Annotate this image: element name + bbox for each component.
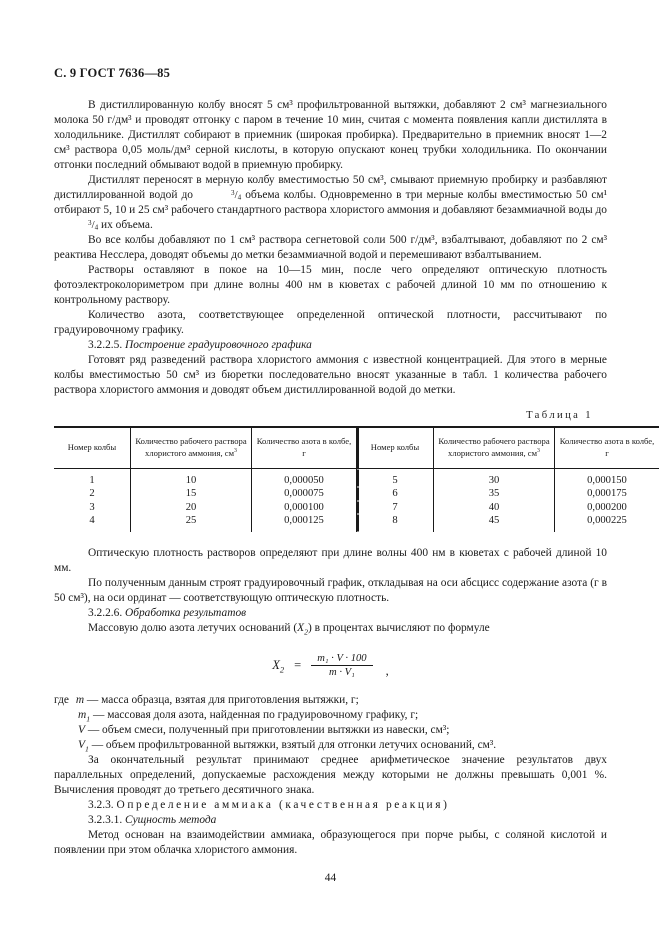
cell-solution-volume: 35	[434, 487, 555, 500]
formula-trailing-comma: ,	[385, 664, 389, 679]
paragraph-9	[54, 621, 607, 636]
paragraph-3: Во все колбы добавляют по 1 см³ раствора сегнетовой соли 500 г/дм³, взбалтывают, добавляют по 2 см³ реактива Несслера, доводят объемы до метки безаммиачной водой и перемешивают взбалтыванием.	[54, 234, 607, 261]
table-row	[54, 487, 659, 500]
section-title: Обработка результатов	[125, 607, 247, 620]
fraction-three-quarters-2: $^3/_4$	[88, 219, 99, 232]
table-caption: Таблица 1	[526, 410, 593, 421]
definition-m1	[54, 708, 607, 723]
cell-flask-number: 2	[54, 487, 131, 500]
section-title: Построение градуировочного графика	[125, 339, 312, 351]
cell-solution-volume: 30	[434, 469, 555, 488]
formula-expression	[272, 652, 388, 679]
paragraph-2-part-a: Дистиллят переносят в мерную колбу вместимостью 50 см³, смывают приемную пробирку и разбавляют дистиллированной водой до	[54, 174, 607, 201]
cell-flask-number: 1	[54, 469, 131, 488]
definition-symbol: $V_1$	[78, 739, 89, 754]
header-nitrogen-mass-left: Количество азота в колбе, г	[252, 427, 357, 469]
cell-flask-number: 8	[357, 514, 434, 532]
formula-lhs: $X_2$	[272, 658, 285, 675]
section-number: 3.2.2.6.	[88, 607, 123, 620]
cell-solution-volume: 45	[434, 514, 555, 532]
calibration-table	[54, 426, 659, 532]
cell-flask-number: 3	[54, 501, 131, 514]
section-heading-3-2-3	[54, 798, 607, 813]
cell-nitrogen-mass: 0,000225	[587, 514, 627, 526]
header-flask-number-left: Номер колбы	[54, 427, 131, 469]
definitions-intro: где	[54, 694, 69, 707]
section-title: Определение аммиака (качественная реакция)	[116, 799, 450, 812]
paragraph-8: По полученным данным строят градуировочный график, откладывая на оси абсцисс содержание азота (г в 50 см³), на оси ординат — соответствующую оптическую плотность.	[54, 577, 607, 605]
page-number: 44	[324, 872, 337, 884]
paragraph-2-part-b: объема колбы. Одновременно в три мерные колбы вместимостью 50 см¹ отбирают 5, 10 и 25 см³ рабочего стандартного раствора хлористого аммония и добавляют безаммиачной воды до	[54, 189, 607, 216]
cell-solution-volume: 40	[434, 501, 555, 514]
definition-symbol: V	[78, 724, 85, 737]
cell-nitrogen-mass: 0,000150	[587, 475, 627, 486]
paragraph-5: Количество азота, соответствующее определенной оптической плотности, рассчитывают по градуировочному графику.	[54, 309, 607, 336]
table-body	[54, 469, 659, 533]
definition-v	[54, 723, 607, 738]
formula-equals: =	[294, 658, 302, 673]
definition-symbol: m	[75, 694, 85, 707]
paragraph-2-part-c: их объема.	[98, 219, 153, 231]
section-heading-3-2-3-1	[54, 813, 607, 828]
paragraph-7: Оптическую плотность растворов определяют при длине волны 400 нм в кюветах с рабочей длиной 10 мм.	[54, 547, 607, 575]
header-flask-number-right: Номер колбы	[357, 427, 434, 469]
paragraph-4: Растворы оставляют в покое на 10—15 мин, после чего определяют оптическую плотность фотоэлектроколориметром при длине волны 400 нм в кюветах с рабочей длиной 10 мм по отношению к контрольному раствору.	[54, 264, 607, 306]
definition-text: — массовая доля азота, найденная по градуировочному графику, г;	[90, 709, 419, 722]
document-body	[54, 98, 655, 858]
table-row	[54, 501, 659, 514]
variable-definitions	[54, 693, 607, 753]
cell-flask-number: 4	[54, 514, 131, 532]
paragraph-9-part-a: Массовую долю азота летучих оснований (	[88, 622, 298, 635]
cell-nitrogen-mass: 0,000175	[587, 488, 627, 500]
page-header: С. 9 ГОСТ 7636—85	[54, 66, 171, 80]
cell-flask-number: 7	[357, 501, 434, 514]
table-row	[54, 469, 659, 488]
definition-v1	[54, 738, 607, 753]
paragraph-2	[54, 173, 607, 233]
header-solution-volume-right: Количество рабочего раствора хлористого аммония, $см^3$	[434, 427, 555, 469]
cell-solution-volume: 15	[131, 487, 252, 500]
paragraph-1: В дистиллированную колбу вносят 5 см³ профильтрованной вытяжки, добавляют 2 см³ магнезиального молока 50 г/дм³ и проводят отгонку с паром в течение 10 мин, считая с момента появления капли дистиллята в холодильнике. Дистиллят собирают в приемник (широкая пробирка). Предварительно в приемник вносят 1—2 см³ раствора 0,05 моль/дм³ серной кислоты, в которую опускают конец трубки холодильника. По окончании отгонки последний обмывают водой в приемную пробирку.	[54, 99, 607, 171]
paragraph-10: За окончательный результат принимают среднее арифметическое значение результатов двух параллельных определений, допускаемые расхождения между которыми не должны превышать 0,001 %. Вычисления проводят до третьего десятичного знака.	[54, 754, 607, 797]
cell-nitrogen-mass: 0,000200	[587, 501, 627, 513]
table-head	[54, 427, 659, 469]
cell-nitrogen-mass: 0,000075	[252, 487, 357, 500]
definition-text: — объем профильтрованной вытяжки, взятый для отгонки летучих оснований, см³.	[88, 739, 497, 752]
cell-nitrogen-mass: 0,000100	[252, 501, 357, 514]
formula-numerator: m₁ · V · 100	[317, 653, 367, 665]
definition-text: — масса образца, взятая для приготовления вытяжки, г;	[84, 694, 359, 707]
section-number: 3.2.2.5.	[88, 339, 123, 351]
variable-x2-inline: $X_2$	[297, 622, 308, 637]
header-solution-volume-left: Количество рабочего раствора хлористого аммония, $см^3$	[131, 427, 252, 469]
section-heading-3-2-2-5	[54, 338, 607, 353]
cell-flask-number: 6	[357, 487, 434, 500]
section-heading-3-2-2-6	[54, 606, 607, 621]
table-header-row	[54, 427, 659, 469]
formula-fraction	[311, 652, 372, 679]
formula-x2	[54, 652, 607, 679]
cell-nitrogen-mass: 0,000050	[252, 469, 357, 488]
table-row	[54, 514, 659, 532]
fraction-three-quarters-1: $^3/_4$	[231, 189, 242, 202]
paragraph-6: Готовят ряд разведений раствора хлористого аммония с известной концентрацией. Для этого в мерные колбы вместимостью 50 см³ из бюретки последовательно вносят указанные в табл. 1 количества рабочего раствора хлористого аммония и доводят объем дистиллированной водой до метки.	[54, 354, 607, 396]
definition-text: — объем смеси, полученный при приготовлении вытяжки из навески, см³;	[84, 724, 450, 737]
header-nitrogen-mass-right: Количество азота в колбе, г	[555, 427, 660, 469]
definition-m	[54, 693, 607, 708]
section-number: 3.2.3.	[88, 799, 114, 812]
cell-nitrogen-mass: 0,000125	[252, 514, 357, 532]
cell-solution-volume: 10	[131, 469, 252, 488]
cell-solution-volume: 25	[131, 514, 252, 532]
cell-solution-volume: 20	[131, 501, 252, 514]
section-number: 3.2.3.1.	[88, 814, 123, 827]
definition-symbol: $m_1$	[78, 709, 91, 724]
formula-denominator: m · V₁	[329, 667, 355, 679]
paragraph-11: Метод основан на взаимодействии аммиака, образующегося при порче рыбы, с соляной кислотой и появлении при этом облачка хлористого аммония.	[54, 829, 607, 857]
paragraph-9-part-b: ) в процентах вычисляют по формуле	[307, 622, 490, 635]
cell-flask-number: 5	[357, 469, 434, 488]
section-title: Сущность метода	[125, 814, 217, 827]
